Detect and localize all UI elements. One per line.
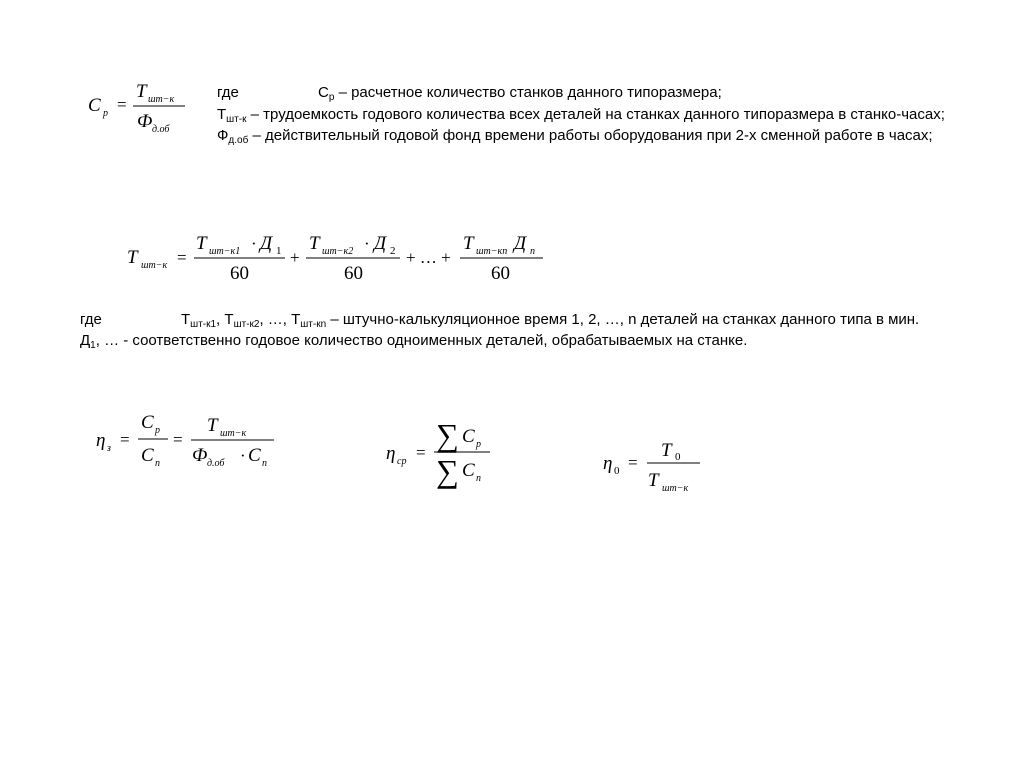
f2-den-3: 60 — [491, 263, 510, 284]
f5-eta: η — [603, 453, 613, 474]
f2-dn-sub: n — [530, 246, 535, 257]
f2-d1: Д — [260, 233, 273, 254]
f4-eta: η — [386, 443, 396, 464]
f4-sum-bottom: ∑ — [436, 453, 459, 489]
f3-equals-1: = — [120, 430, 130, 449]
formula-tsht — [127, 233, 543, 284]
formula-eta-z — [96, 412, 274, 469]
where-label-1: где — [217, 84, 239, 101]
f1-numerator-sub: шт−к — [148, 94, 175, 105]
f3-t-sub: шт−к — [220, 428, 247, 439]
d-description: , … - соответственно годовое количество одноименных деталей, обрабатываемых на станке. — [95, 332, 748, 349]
f1-equals: = — [117, 95, 127, 114]
f2-equals: = — [177, 248, 187, 267]
f5-eta-sub: 0 — [614, 465, 620, 477]
f2-d2: Д — [374, 233, 387, 254]
f5-t0: T — [661, 440, 672, 461]
f4-cp-sub: р — [476, 439, 481, 450]
formula-cp — [88, 81, 185, 135]
f1-denominator: Ф — [137, 111, 153, 132]
f3-equals-2: = — [173, 430, 183, 449]
f3-cn-2: C — [248, 445, 261, 466]
f2-lhs-sub: шт−к — [141, 260, 168, 271]
f5-t0-sub: 0 — [675, 451, 681, 463]
f5-equals: = — [628, 453, 638, 472]
t1-subscript: шт-к1 — [190, 319, 217, 330]
f2-tn: T — [463, 233, 474, 254]
f1-lhs: C — [88, 95, 101, 116]
f2-den-2: 60 — [344, 263, 363, 284]
f2-d2-sub: 2 — [390, 245, 396, 257]
f2-d1-sub: 1 — [276, 245, 282, 257]
f3-cn-sub: п — [155, 458, 160, 469]
f1-lhs-sub: р — [103, 108, 108, 119]
f4-cn: C — [462, 460, 475, 481]
t2-subscript: шт-к2 — [233, 319, 260, 330]
f3-cn-2-sub: п — [262, 458, 267, 469]
f5-t-sub: шт−к — [662, 483, 689, 494]
f4-cn-sub: п — [476, 473, 481, 484]
f2-t1-sub: шт−к1 — [209, 246, 241, 257]
sep-1: , — [216, 311, 225, 328]
f2-t2-sub: шт−к2 — [322, 246, 354, 257]
f3-cp: C — [141, 412, 154, 433]
tn-symbol: Т — [291, 311, 301, 328]
f3-eta-sub: з — [107, 443, 111, 454]
tsht-symbol: Т — [217, 106, 227, 123]
tsht-description: – трудоемкость годового количества всех деталей на станках данного типоразмера в станко-часах; — [246, 106, 945, 123]
phi-symbol: Ф — [217, 127, 229, 144]
cp-description: – расчетное количество станков данного типоразмера; — [334, 84, 722, 101]
f1-denominator-sub: д.об — [152, 124, 170, 135]
f2-dn: Д — [514, 233, 527, 254]
f2-dot-1: · — [251, 234, 257, 253]
f2-den-1: 60 — [230, 263, 249, 284]
f3-cn: C — [141, 445, 154, 466]
phi-description: – действительный годовой фонд времени работы оборудования при 2-х сменной работе в часах; — [248, 127, 933, 144]
f2-plus-dots: + … + — [406, 248, 451, 267]
d-subscript: 1 — [90, 340, 96, 351]
f3-phi-sub: д.об — [207, 458, 225, 469]
f2-tn-sub: шт−кn — [476, 246, 508, 257]
f4-sum-top: ∑ — [436, 417, 459, 453]
f4-equals: = — [416, 443, 426, 462]
f4-eta-sub: ср — [397, 456, 407, 467]
sep-2: , …, — [259, 311, 292, 328]
f2-lhs: T — [127, 247, 138, 268]
f2-plus-1: + — [290, 248, 300, 267]
f2-dot-2: · — [364, 234, 370, 253]
t1-symbol: Т — [181, 311, 191, 328]
f3-eta: η — [96, 430, 106, 451]
phi-subscript: д.об — [228, 135, 249, 146]
f3-t: T — [207, 415, 218, 436]
formula-eta-0 — [603, 440, 700, 494]
f4-cp: C — [462, 426, 475, 447]
where-label-2: где — [80, 311, 102, 328]
formula-eta-sr — [386, 417, 490, 489]
f2-t1: T — [196, 233, 207, 254]
f5-t: T — [648, 470, 659, 491]
d-symbol: Д — [80, 332, 91, 349]
cp-symbol: С — [318, 84, 329, 101]
f3-dot: · — [240, 446, 246, 465]
tn-subscript: шт-кn — [300, 319, 327, 330]
cp-subscript: р — [328, 92, 335, 103]
t2-symbol: Т — [224, 311, 234, 328]
tsht-subscript: шт-к — [226, 114, 247, 125]
f1-numerator: T — [136, 81, 147, 102]
f3-phi: Ф — [192, 445, 208, 466]
f2-t2: T — [309, 233, 320, 254]
f3-cp-sub: р — [155, 425, 160, 436]
tsht-list-description: – штучно-калькуляционное время 1, 2, …, n деталей на станках данного типа в мин. — [326, 311, 920, 328]
